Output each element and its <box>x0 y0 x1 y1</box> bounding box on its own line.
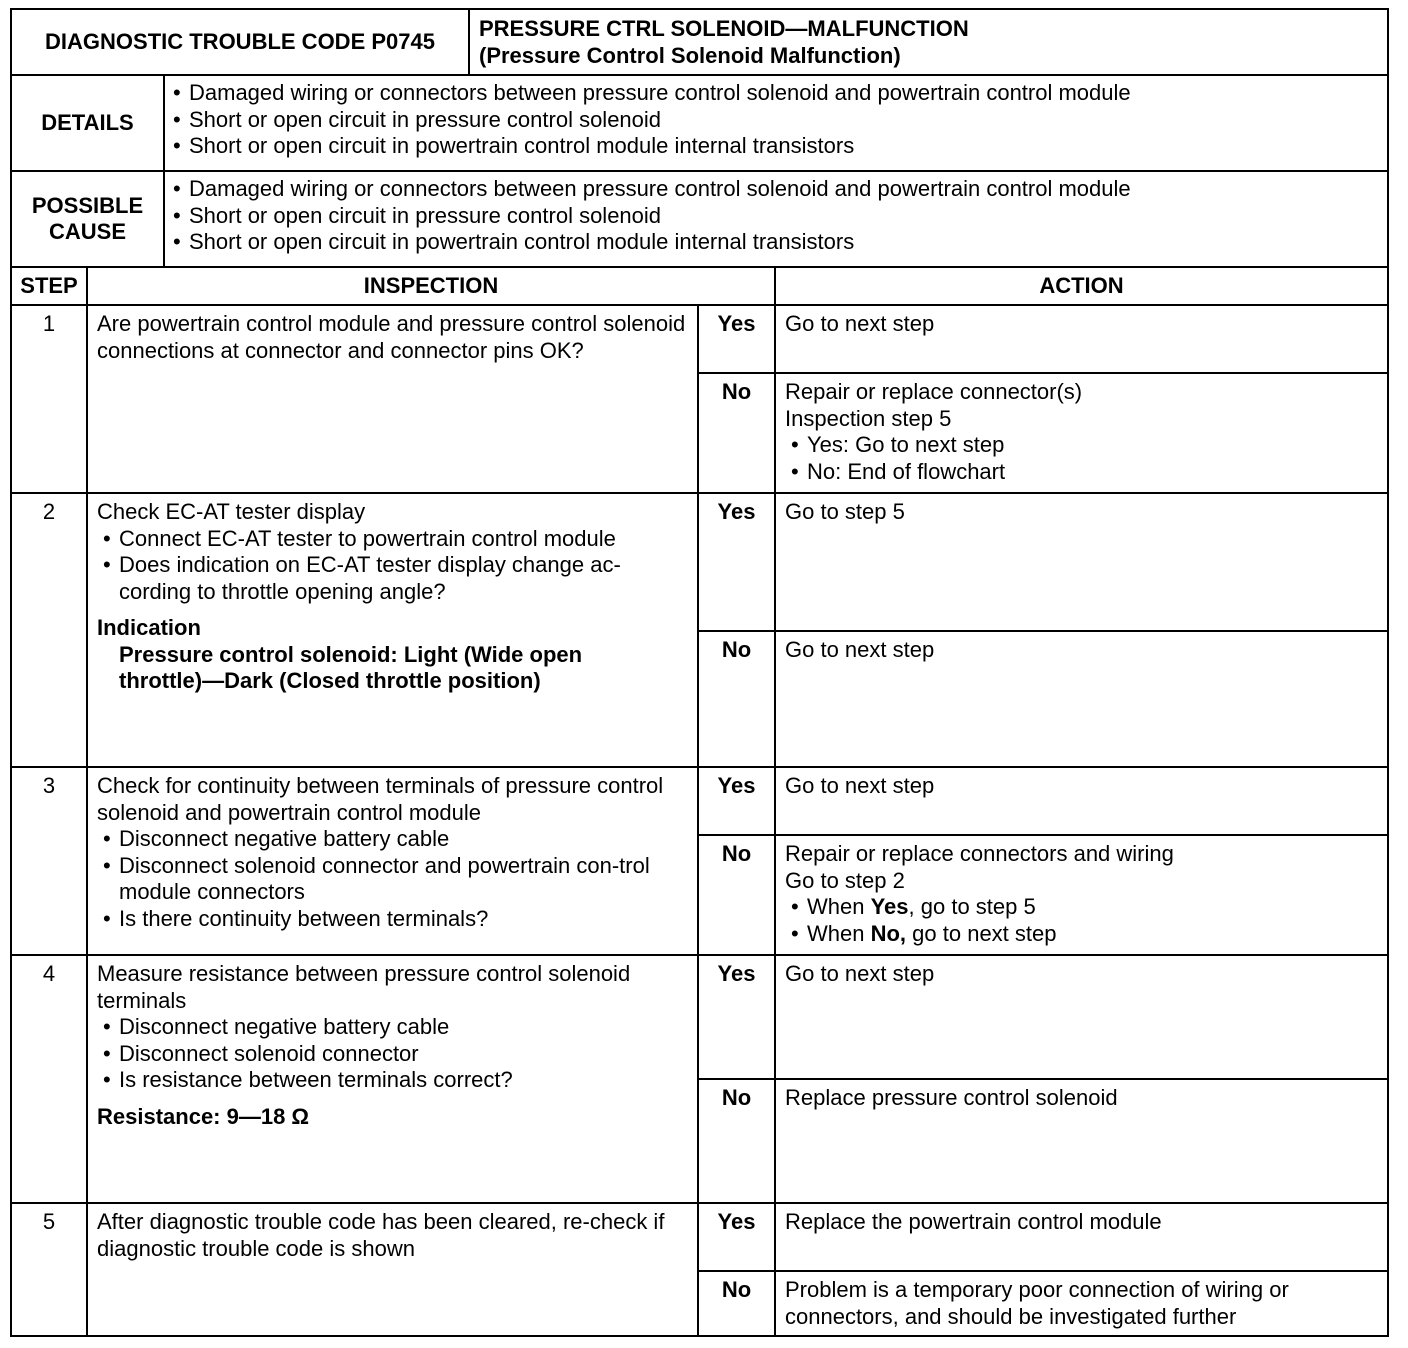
no-action: Problem is a temporary poor connection of wiring or connectors, and should be investigated further <box>775 1271 1388 1336</box>
no-action-line: Repair or replace connectors and wiring <box>785 841 1174 866</box>
list-item: • Does indication on EC-AT tester display change ac-cording to throttle opening angle? <box>97 552 688 605</box>
possible-cause-list <box>167 176 1378 256</box>
dtc-code-label: DIAGNOSTIC TROUBLE CODE P0745 <box>11 9 469 75</box>
step-inspection <box>87 955 698 1203</box>
list-item: • Disconnect solenoid connector <box>97 1041 688 1068</box>
no-label: No <box>698 1271 775 1336</box>
list-item: • Short or open circuit in powertrain control module internal transistors <box>167 133 1378 160</box>
bullet-bold: No, <box>870 920 907 946</box>
yes-label: Yes <box>698 493 775 631</box>
step-inspection <box>87 767 698 955</box>
no-action-line: Repair or replace connector(s) <box>785 379 1083 404</box>
list-item: • Short or open circuit in pressure control solenoid <box>167 203 1378 230</box>
no-action-line: Inspection step 5 <box>785 405 952 431</box>
details-label: DETAILS <box>11 75 164 171</box>
no-label: No <box>698 835 775 955</box>
indication-value-line1: Pressure control solenoid: Light (Wide open <box>119 641 583 667</box>
list-item: • Yes: Go to next step <box>785 432 1378 459</box>
yes-label: Yes <box>698 1203 775 1271</box>
details-list <box>167 80 1378 160</box>
bullet-text: , go to step 5 <box>908 894 1036 919</box>
header-table <box>10 8 1389 76</box>
list-item: • Is there continuity between terminals? <box>97 906 688 933</box>
yes-label: Yes <box>698 305 775 373</box>
step-number: 4 <box>11 955 87 1203</box>
step-inspection <box>87 493 698 767</box>
dtc-title-line2: (Pressure Control Solenoid Malfunction) <box>479 42 901 68</box>
no-label: No <box>698 1079 775 1203</box>
inspection-bullets <box>97 1014 688 1094</box>
step-number: 5 <box>11 1203 87 1336</box>
inspection-intro: Check EC-AT tester display <box>97 499 366 524</box>
no-action-bullets <box>785 894 1378 947</box>
yes-action: Go to step 5 <box>775 493 1388 631</box>
inspection-bullets <box>97 826 688 932</box>
step-number: 3 <box>11 767 87 955</box>
steps-table <box>10 266 1389 1337</box>
no-action: Replace pressure control solenoid <box>775 1079 1388 1203</box>
yes-action: Go to next step <box>775 955 1388 1079</box>
list-item: • Is resistance between terminals correct? <box>97 1067 688 1094</box>
no-action-bullets <box>785 432 1378 485</box>
inspection-intro: Measure resistance between pressure control solenoid terminals <box>97 961 631 1013</box>
list-item <box>785 921 1378 948</box>
list-item: • Connect EC-AT tester to powertrain control module <box>97 526 688 553</box>
no-action: Go to next step <box>775 631 1388 767</box>
yes-label: Yes <box>698 955 775 1079</box>
indication-label: Indication <box>97 615 201 640</box>
step-number: 1 <box>11 305 87 493</box>
column-header-step: STEP <box>11 267 87 305</box>
resistance-spec: Resistance: 9—18 Ω <box>97 1103 310 1129</box>
bullet-bold: Yes <box>870 894 909 919</box>
no-action <box>775 373 1388 493</box>
step-inspection: Are powertrain control module and pressure control solenoid connections at connector and connector pins OK? <box>87 305 698 493</box>
yes-action: Go to next step <box>775 767 1388 835</box>
list-item: • No: End of flowchart <box>785 459 1378 486</box>
list-item: • Short or open circuit in powertrain control module internal transistors <box>167 229 1378 256</box>
possible-cause-list-cell <box>164 171 1388 267</box>
list-item: • Disconnect negative battery cable <box>97 826 688 853</box>
indication-value-line2: throttle)—Dark (Closed throttle position) <box>119 668 541 693</box>
inspection-intro: Check for continuity between terminals of pressure control solenoid and powertrain control module <box>97 773 664 825</box>
list-item: • Disconnect solenoid connector and powertrain con-trol module connectors <box>97 853 688 906</box>
bullet-text: go to next step <box>906 920 1057 946</box>
bullet-text: When <box>807 894 871 919</box>
yes-action: Go to next step <box>775 305 1388 373</box>
column-header-inspection: INSPECTION <box>87 267 775 305</box>
possible-cause-label <box>11 171 164 267</box>
no-action-line: Go to step 2 <box>785 867 905 893</box>
possible-cause-label-line1: POSSIBLE <box>31 192 144 218</box>
info-table <box>10 74 1389 268</box>
step-inspection: After diagnostic trouble code has been cleared, re-check if diagnostic trouble code is shown <box>87 1203 698 1336</box>
dtc-title <box>469 9 1388 75</box>
list-item: • Disconnect negative battery cable <box>97 1014 688 1041</box>
possible-cause-label-line2: CAUSE <box>48 219 126 244</box>
inspection-bullets <box>97 526 688 606</box>
bullet-text: When <box>807 920 871 946</box>
no-action <box>775 835 1388 955</box>
column-header-action: ACTION <box>775 267 1388 305</box>
dtc-sheet <box>10 8 1389 1337</box>
yes-action: Replace the powertrain control module <box>775 1203 1388 1271</box>
no-label: No <box>698 631 775 767</box>
no-label: No <box>698 373 775 493</box>
yes-label: Yes <box>698 767 775 835</box>
list-item <box>785 894 1378 921</box>
list-item: • Damaged wiring or connectors between pressure control solenoid and powertrain control module <box>167 176 1378 203</box>
details-list-cell <box>164 75 1388 171</box>
list-item: • Short or open circuit in pressure control solenoid <box>167 107 1378 134</box>
step-number: 2 <box>11 493 87 767</box>
dtc-title-line1: PRESSURE CTRL SOLENOID—MALFUNCTION <box>479 16 969 41</box>
list-item: • Damaged wiring or connectors between pressure control solenoid and powertrain control module <box>167 80 1378 107</box>
